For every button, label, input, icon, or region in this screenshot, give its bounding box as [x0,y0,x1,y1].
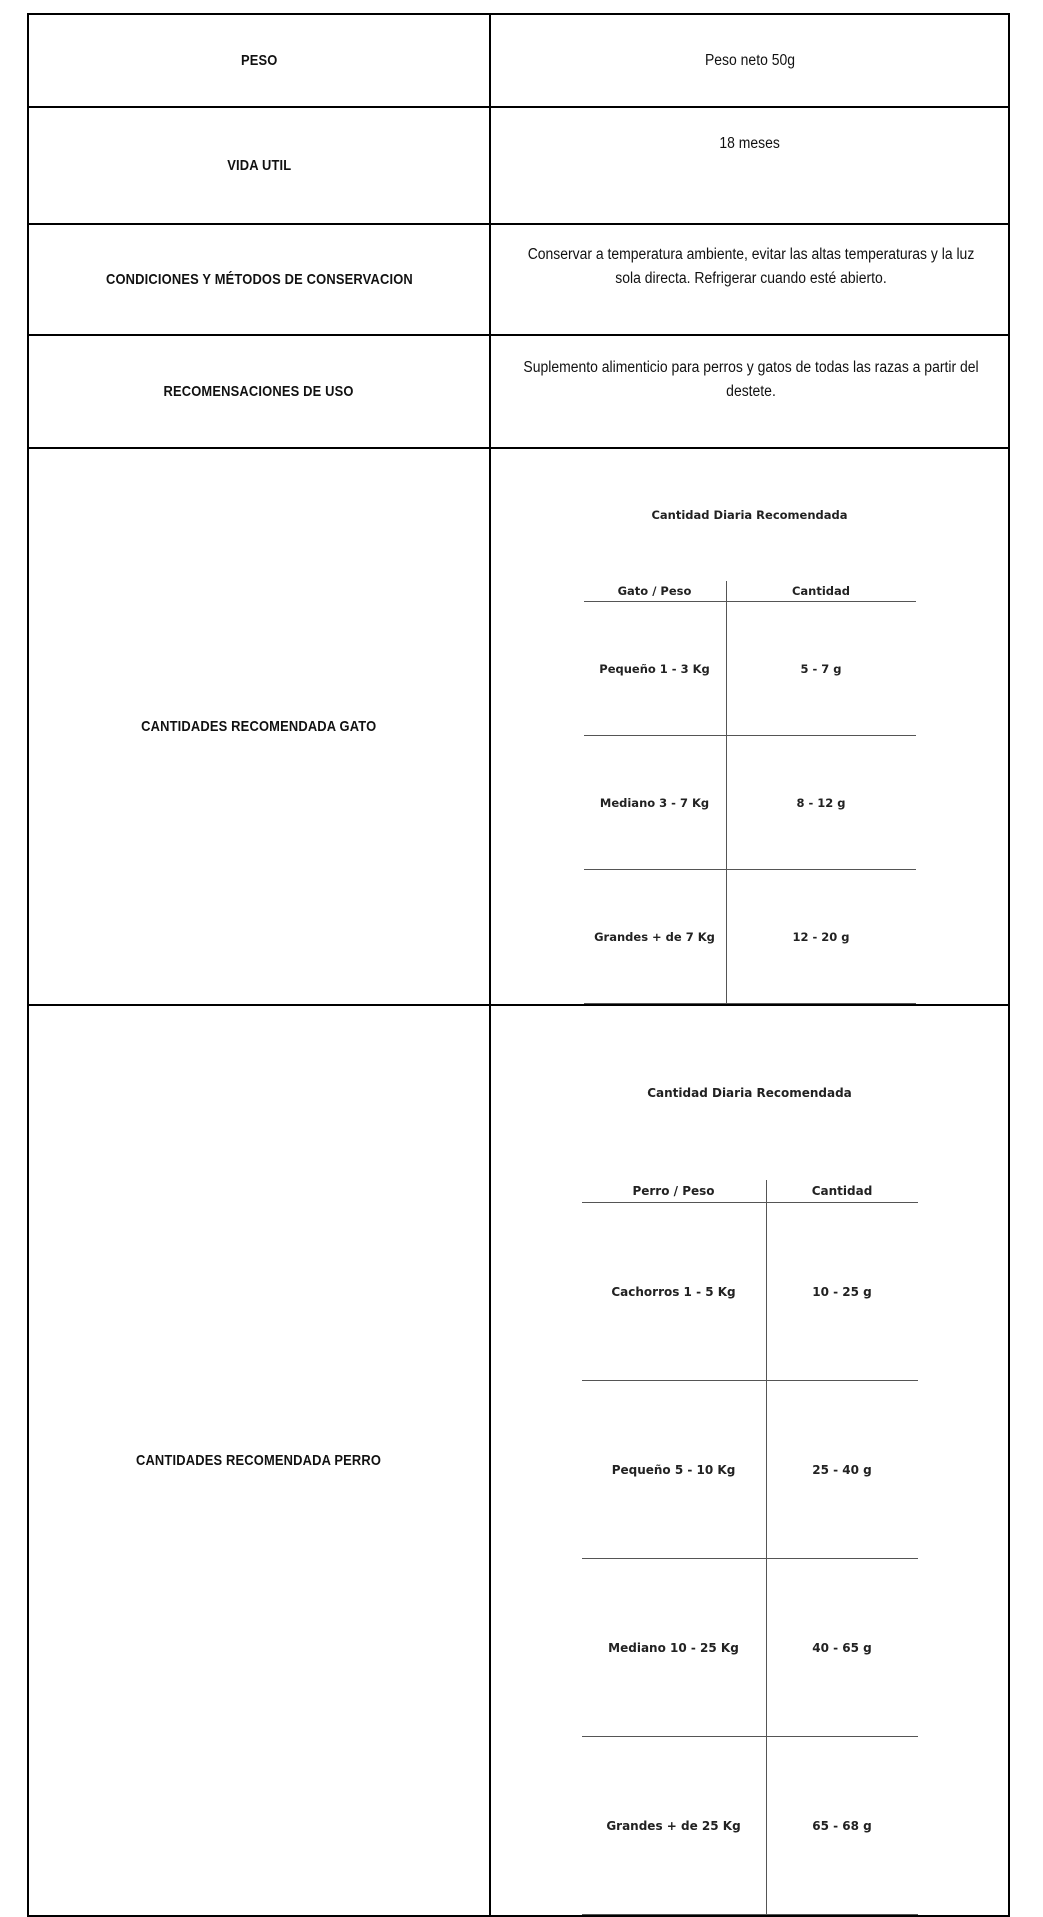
spec-row-peso [28,14,1009,107]
dog-dosage-amount: 10 - 25 g [766,1203,918,1381]
cat-dosage-table [584,449,916,1004]
cat-dosage-amount: 8 - 12 g [726,736,916,870]
cat-dosage-header-row [584,581,916,602]
spec-value-cell [490,14,1009,107]
cat-dosage-weight: Grandes + de 7 Kg [584,870,727,1004]
table-row [584,602,916,736]
table-row [582,1737,918,1915]
cat-dosage-amount: 12 - 20 g [726,870,916,1004]
cat-dosage-amount: 5 - 7 g [726,602,916,736]
spec-value-cell [490,1005,1009,1916]
spec-value-cell [490,224,1009,335]
spec-row-conservacion [28,224,1009,335]
spec-value-conservacion: Conservar a temperatura ambiente, evitar las altas temperaturas y la luz sola directa. Refrigerar cuando esté abierto. [527,246,975,287]
cat-dosage-header-weight: Gato / Peso [584,581,727,602]
spec-value-cell [490,335,1009,448]
cat-dosage-weight: Mediano 3 - 7 Kg [584,736,727,870]
cat-dosage-title: Cantidad Diaria Recomendada [651,507,848,522]
dog-dosage-title-row [582,1006,918,1180]
spec-row-uso [28,335,1009,448]
spec-label-vida-util: VIDA UTIL [226,156,292,174]
spec-label-uso: RECOMENSACIONES DE USO [163,382,355,400]
spec-value-peso: Peso neto 50g [704,51,795,69]
table-row [582,1559,918,1737]
spec-row-vida-util [28,107,1009,224]
spec-label-cell [28,224,490,335]
spec-value-cell [490,107,1009,224]
dog-dosage-table [582,1006,918,1915]
spec-label-cell [28,14,490,107]
spec-label-cell [28,448,490,1005]
spec-value-uso: Suplemento alimenticio para perros y gatos de todas las razas a partir del destete. [523,359,979,400]
dog-dosage-header-amount: Cantidad [766,1180,918,1203]
dog-dosage-title: Cantidad Diaria Recomendada [647,1085,852,1100]
spec-label-cell [28,335,490,448]
table-row [582,1381,918,1559]
spec-label-conservacion: CONDICIONES Y MÉTODOS DE CONSERVACION [105,270,413,288]
dog-dosage-header-weight: Perro / Peso [582,1180,767,1203]
dog-dosage-amount: 65 - 68 g [766,1737,918,1915]
cat-dosage-title-row [584,449,916,581]
dog-dosage-weight: Cachorros 1 - 5 Kg [582,1203,767,1381]
product-spec-table [27,13,1010,1917]
table-row [582,1203,918,1381]
dog-dosage-weight: Grandes + de 25 Kg [582,1737,767,1915]
dog-dosage-header-row [582,1180,918,1203]
dog-dosage-weight: Mediano 10 - 25 Kg [582,1559,767,1737]
dog-dosage-weight: Pequeño 5 - 10 Kg [582,1381,767,1559]
spec-label-cell [28,1005,490,1916]
spec-label-cell [28,107,490,224]
table-row [584,870,916,1004]
cat-dosage-weight: Pequeño 1 - 3 Kg [584,602,727,736]
spec-row-gato [28,448,1009,1005]
spec-label-perro: CANTIDADES RECOMENDADA PERRO [136,1451,382,1469]
spec-value-vida-util: 18 meses [719,135,780,152]
cat-dosage-header-amount: Cantidad [726,581,916,602]
spec-label-gato: CANTIDADES RECOMENDADA GATO [141,717,377,735]
dog-dosage-amount: 25 - 40 g [766,1381,918,1559]
spec-row-perro [28,1005,1009,1916]
spec-value-cell [490,448,1009,1005]
spec-label-peso: PESO [240,51,278,69]
table-row [584,736,916,870]
dog-dosage-amount: 40 - 65 g [766,1559,918,1737]
